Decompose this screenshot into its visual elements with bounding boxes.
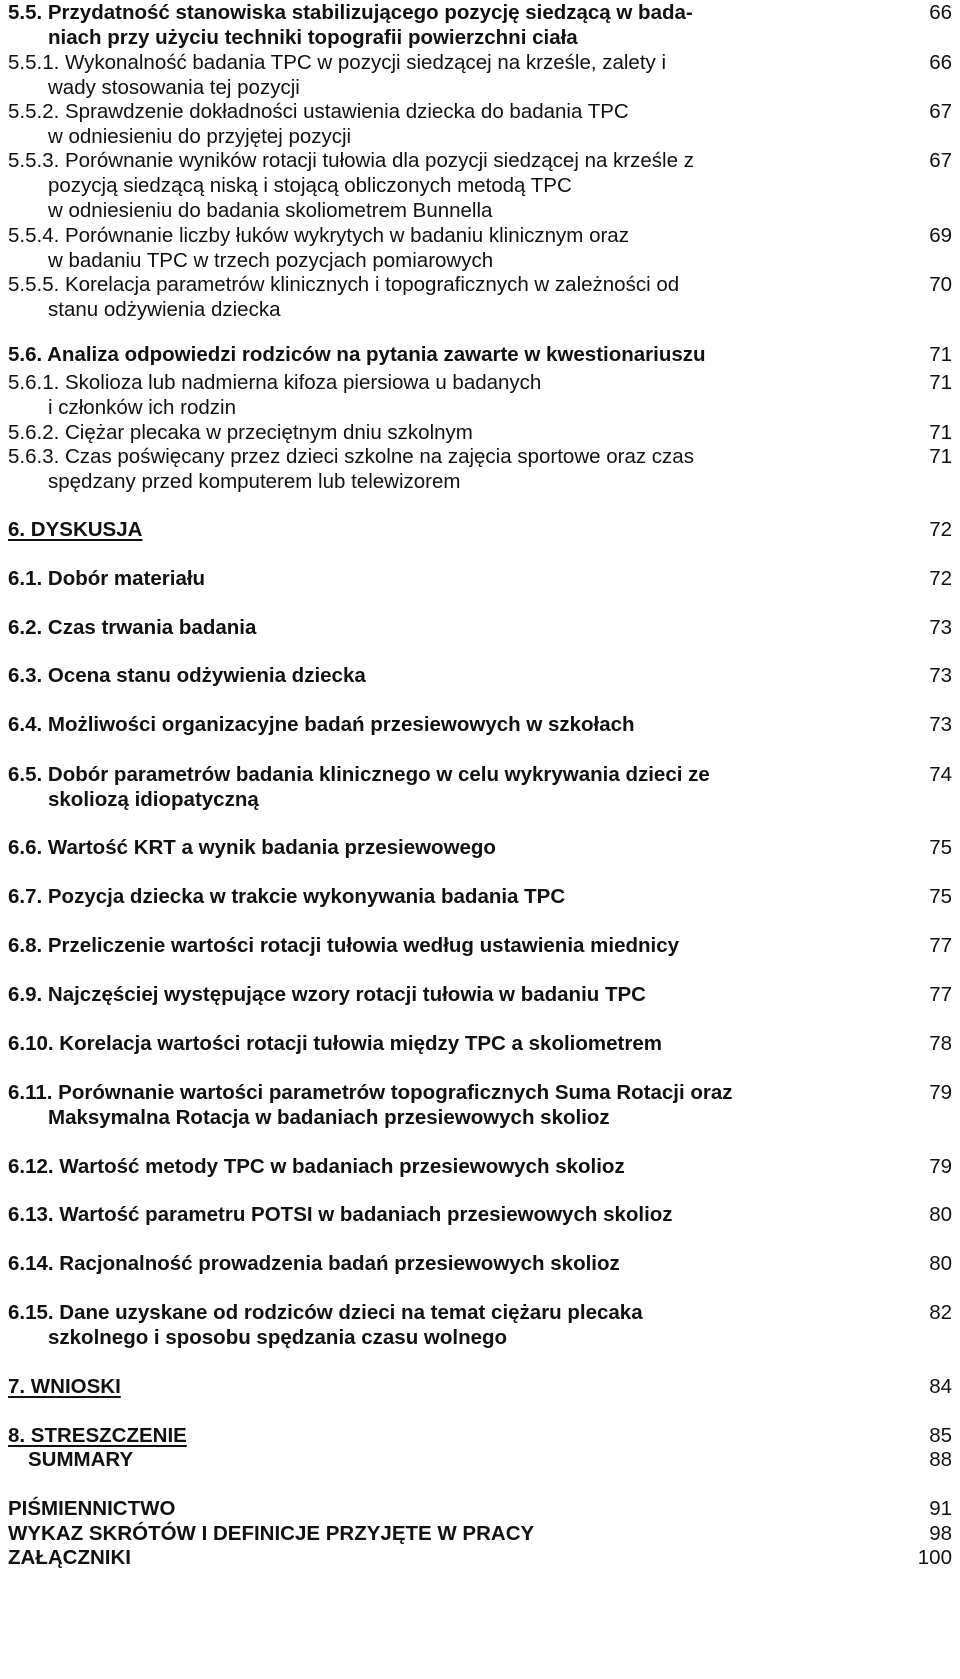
toc-entry-page-number: 100: [917, 1546, 952, 1569]
toc-entry-title-line: pozycją siedzącą niską i stojącą obliczonych metodą TPC: [48, 174, 572, 197]
toc-entry-page-number: 79: [929, 1155, 952, 1178]
toc-entry-page-number: 74: [929, 763, 952, 786]
toc-entry-page-number: 71: [929, 445, 952, 468]
toc-entry-title-line: stanu odżywienia dziecka: [48, 298, 281, 321]
toc-entry-page-number: 88: [929, 1448, 952, 1471]
toc-entry-title-line: 5.5.1. Wykonalność badania TPC w pozycji siedzącej na krześle, zalety i: [8, 51, 667, 74]
toc-entry-title-line: 6.12. Wartość metody TPC w badaniach przesiewowych skolioz: [8, 1155, 625, 1178]
toc-entry-page-number: 80: [929, 1203, 952, 1226]
toc-entry-title-line: 5.5.5. Korelacja parametrów klinicznych i topograficznych w zależności od: [8, 273, 680, 296]
toc-entry-page-number: 77: [929, 983, 952, 1006]
toc-entry-title-line: 6.5. Dobór parametrów badania klinicznego w celu wykrywania dzieci ze: [8, 763, 710, 786]
toc-entry-title-line: 6.9. Najczęściej występujące wzory rotacji tułowia w badaniu TPC: [8, 983, 646, 1006]
toc-entry-page-number: 84: [929, 1375, 952, 1398]
toc-entry-page-number: 91: [929, 1497, 952, 1520]
toc-entry-page-number: 98: [929, 1522, 952, 1545]
toc-entry-title-line: 6.14. Racjonalność prowadzenia badań przesiewowych skolioz: [8, 1252, 620, 1275]
toc-entry-title-line: 5.6.2. Ciężar plecaka w przeciętnym dniu szkolnym: [8, 421, 473, 444]
toc-entry-page-number: 82: [929, 1301, 952, 1324]
toc-entry-title-line: w badaniu TPC w trzech pozycjach pomiarowych: [48, 249, 494, 272]
toc-entry-title-line: PIŚMIENNICTWO: [8, 1497, 176, 1520]
toc-entry-title-line: 5.6.1. Skolioza lub nadmierna kifoza piersiowa u badanych: [8, 371, 542, 394]
toc-entry-title-line: 6.4. Możliwości organizacyjne badań przesiewowych w szkołach: [8, 713, 635, 736]
toc-entry-title-line: 6.6. Wartość KRT a wynik badania przesiewowego: [8, 836, 496, 859]
toc-entry-page-number: 73: [929, 664, 952, 687]
toc-entry-page-number: 75: [929, 885, 952, 908]
toc-entry-page-number: 78: [929, 1032, 952, 1055]
toc-entry-title-line: Maksymalna Rotacja w badaniach przesiewowych skolioz: [48, 1106, 610, 1129]
toc-entry-page-number: 79: [929, 1081, 952, 1104]
toc-entry-page-number: 72: [929, 518, 952, 541]
toc-entry-page-number: 70: [929, 273, 952, 296]
toc-entry-title-line: skoliozą idiopatyczną: [48, 788, 259, 811]
toc-entry-page-number: 73: [929, 616, 952, 639]
toc-entry-page-number: 85: [929, 1424, 952, 1447]
toc-entry-title-line: w odniesieniu do przyjętej pozycji: [48, 125, 352, 148]
toc-entry-title-line: 5.6. Analiza odpowiedzi rodziców na pytania zawarte w kwestionariuszu: [8, 343, 706, 366]
toc-entry-title-line: 6.3. Ocena stanu odżywienia dziecka: [8, 664, 366, 687]
toc-entry-title-line: 5.6.3. Czas poświęcany przez dzieci szkolne na zajęcia sportowe oraz czas: [8, 445, 694, 468]
toc-entry-page-number: 72: [929, 567, 952, 590]
toc-entry-title-line: 6.1. Dobór materiału: [8, 567, 206, 590]
toc-entry-page-number: 80: [929, 1252, 952, 1275]
toc-entry-page-number: 71: [929, 371, 952, 394]
toc-entry-title-line: SUMMARY: [28, 1448, 134, 1471]
toc-entry-title-line: ZAŁĄCZNIKI: [8, 1546, 131, 1569]
toc-entry-title-line: 7. WNIOSKI: [8, 1375, 121, 1398]
toc-entry-title-line: spędzany przed komputerem lub telewizorem: [48, 470, 461, 493]
toc-entry-title-line: 6.13. Wartość parametru POTSI w badaniach przesiewowych skolioz: [8, 1203, 673, 1226]
toc-entry-page-number: 66: [929, 51, 952, 74]
toc-entry-page-number: 69: [929, 224, 952, 247]
toc-entry-title-line: i członków ich rodzin: [48, 396, 236, 419]
toc-entry-title-line: 8. STRESZCZENIE: [8, 1424, 187, 1447]
toc-entry-page-number: 75: [929, 836, 952, 859]
toc-entry-title-line: szkolnego i sposobu spędzania czasu wolnego: [48, 1326, 508, 1349]
toc-entry-title-line: 5.5. Przydatność stanowiska stabilizującego pozycję siedzącą w bada-: [8, 1, 693, 24]
toc-entry-title-line: 5.5.4. Porównanie liczby łuków wykrytych w badaniu klinicznym oraz: [8, 224, 629, 247]
toc-entry-page-number: 67: [929, 100, 952, 123]
toc-entry-title-line: wady stosowania tej pozycji: [48, 76, 300, 99]
toc-entry-title-line: 6.8. Przeliczenie wartości rotacji tułowia według ustawienia miednicy: [8, 934, 680, 957]
toc-entry-page-number: 77: [929, 934, 952, 957]
toc-entry-title-line: 6.7. Pozycja dziecka w trakcie wykonywania badania TPC: [8, 885, 566, 908]
toc-entry-title-line: 6.11. Porównanie wartości parametrów topograficznych Suma Rotacji oraz: [8, 1081, 733, 1104]
toc-entry-title-line: 5.5.2. Sprawdzenie dokładności ustawienia dziecka do badania TPC: [8, 100, 629, 123]
toc-entry-title-line: 6. DYSKUSJA: [8, 518, 143, 541]
toc-entry-title-line: 5.5.3. Porównanie wyników rotacji tułowia dla pozycji siedzącej na krześle z: [8, 149, 694, 172]
toc-entry-title-line: 6.15. Dane uzyskane od rodziców dzieci na temat ciężaru plecaka: [8, 1301, 643, 1324]
toc-entry-title-line: 6.2. Czas trwania badania: [8, 616, 257, 639]
toc-entry-title-line: 6.10. Korelacja wartości rotacji tułowia między TPC a skoliometrem: [8, 1032, 662, 1055]
toc-entry-title-line: niach przy użyciu techniki topografii powierzchni ciała: [48, 26, 578, 49]
toc-entry-title-line: w odniesieniu do badania skoliometrem Bunnella: [48, 199, 493, 222]
toc-entry-page-number: 71: [929, 343, 952, 366]
toc-entry-title-line: WYKAZ SKRÓTÓW I DEFINICJE PRZYJĘTE W PRACY: [8, 1522, 535, 1545]
toc-entry-page-number: 73: [929, 713, 952, 736]
toc-entry-page-number: 71: [929, 421, 952, 444]
toc-entry-page-number: 66: [929, 1, 952, 24]
toc-entry-page-number: 67: [929, 149, 952, 172]
